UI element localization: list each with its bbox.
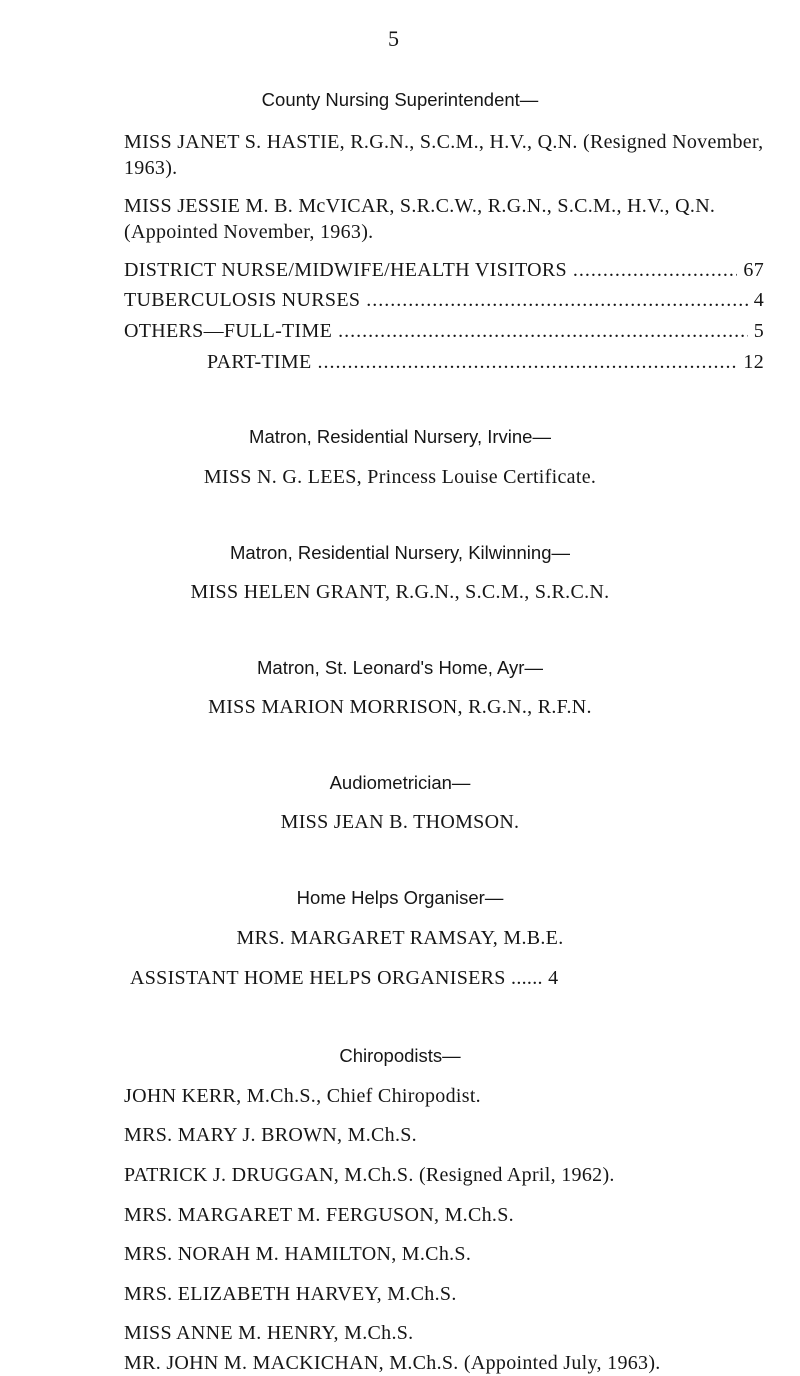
chiropodist-entry: MRS. NORAH M. HAMILTON, M.Ch.S. (124, 1243, 472, 1265)
home-helps-organiser-name: MRS. MARGARET RAMSAY, M.B.E. (236, 927, 564, 949)
chiropodist-entry: PATRICK J. DRUGGAN, M.Ch.S. (Resigned April, 1962). (124, 1164, 615, 1186)
staff-count-label: TUBERCULOSIS NURSES (124, 289, 361, 311)
matron-irvine-heading: Matron, Residential Nursery, Irvine— (249, 426, 551, 447)
chiropodist-entry: MRS. ELIZABETH HARVEY, M.Ch.S. (124, 1283, 457, 1305)
assistant-home-helps-row (130, 966, 558, 990)
superintendent-entry-mcvicar: MISS JESSIE M. B. McVICAR, S.R.C.W., R.G.N., S.C.M., H.V., Q.N. (Appointed November, 1963). (124, 195, 716, 243)
dot-leader (338, 319, 748, 343)
assistant-home-helps-label: ASSISTANT HOME HELPS ORGANISERS (130, 967, 506, 989)
chiropodist-entry: MRS. MARY J. BROWN, M.Ch.S. (124, 1124, 417, 1146)
dot-leader (366, 288, 747, 312)
chiropodists-heading: Chiropodists— (339, 1045, 461, 1066)
staff-count-row-tuberculosis (124, 288, 764, 312)
page-number: 5 (388, 26, 399, 51)
dot-leader (573, 258, 737, 282)
audiometrician-name: MISS JEAN B. THOMSON. (280, 811, 520, 833)
chiropodist-entry: JOHN KERR, M.Ch.S., Chief Chiropodist. (124, 1085, 481, 1107)
matron-ayr-name: MISS MARION MORRISON, R.G.N., R.F.N. (208, 696, 592, 718)
home-helps-heading: Home Helps Organiser— (296, 887, 504, 908)
staff-count-label: OTHERS—FULL-TIME (124, 320, 333, 342)
assistant-home-helps-value: 4 (548, 967, 559, 989)
chiropodist-entry: MR. JOHN M. MACKICHAN, M.Ch.S. (Appointed July, 1963). (124, 1352, 661, 1374)
matron-ayr-heading: Matron, St. Leonard's Home, Ayr— (257, 657, 543, 678)
staff-count-label: DISTRICT NURSE/MIDWIFE/HEALTH VISITORS (124, 259, 567, 281)
dot-leader: ...... (511, 967, 543, 989)
staff-count-value: 12 (743, 351, 764, 373)
staff-count-value: 4 (753, 289, 764, 311)
chiropodist-entry: MRS. MARGARET M. FERGUSON, M.Ch.S. (124, 1204, 514, 1226)
matron-kilwinning-name: MISS HELEN GRANT, R.G.N., S.C.M., S.R.C.N. (190, 581, 610, 603)
staff-count-row-part-time (207, 350, 764, 374)
staff-count-value: 5 (753, 320, 764, 342)
superintendent-heading: County Nursing Superintendent— (261, 89, 539, 110)
dot-leader (318, 350, 738, 374)
staff-count-row-district (124, 258, 764, 282)
chiropodist-entry: MISS ANNE M. HENRY, M.Ch.S. (124, 1322, 414, 1344)
superintendent-entry-hastie: MISS JANET S. HASTIE, R.G.N., S.C.M., H.V., Q.N. (Resigned November, 1963). (124, 131, 764, 179)
audiometrician-heading: Audiometrician— (329, 772, 471, 793)
staff-count-label: PART-TIME (207, 351, 312, 373)
staff-count-row-full-time (124, 319, 764, 343)
matron-kilwinning-heading: Matron, Residential Nursery, Kilwinning— (230, 542, 570, 563)
staff-count-value: 67 (743, 259, 764, 281)
matron-irvine-name: MISS N. G. LEES, Princess Louise Certificate. (203, 466, 597, 488)
